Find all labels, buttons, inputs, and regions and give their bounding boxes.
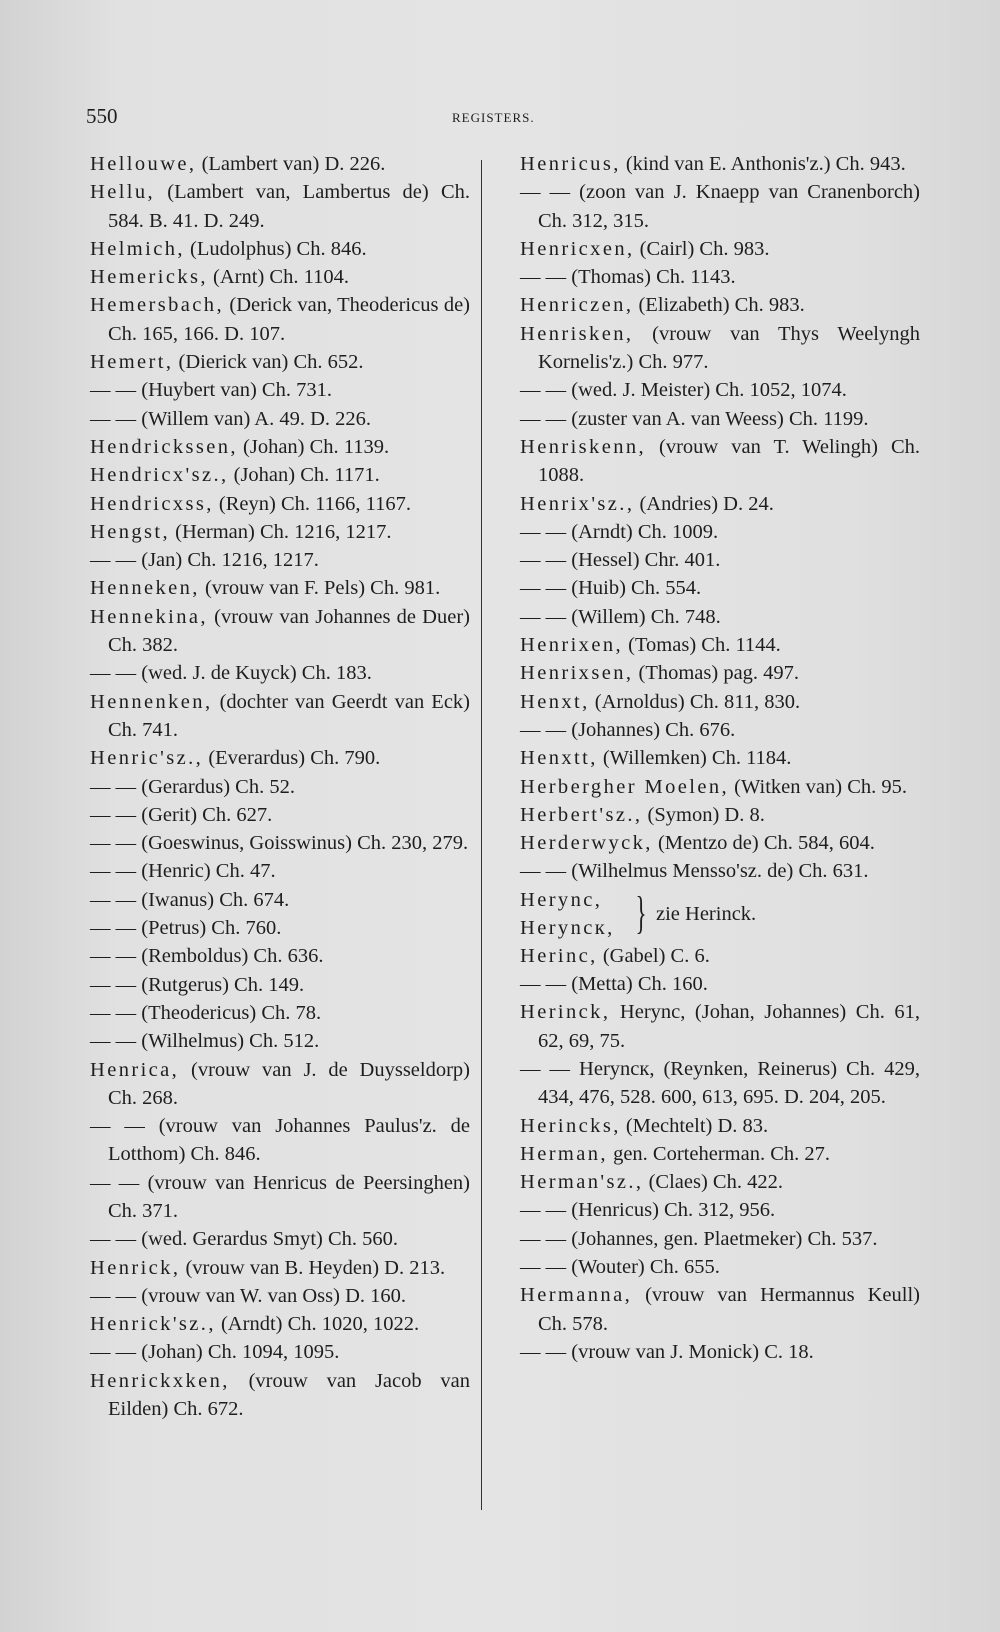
entry-headword: Henrica, [90,1058,180,1081]
index-entry [520,603,920,631]
entry-reference: (Arndt) Ch. 1020, 1022. [215,1313,420,1336]
entry-reference: (Everardus) Ch. 790. [203,747,381,770]
entry-reference: — — (Iwanus) Ch. 674. [90,888,290,911]
entry-reference: (kind van E. Anthonis'z.) Ch. 943. [620,153,906,175]
index-entry [90,263,470,291]
brace-names [520,886,615,943]
index-entry [90,1056,470,1113]
index-entry [520,716,920,744]
index-entry [520,1281,920,1338]
index-entry [90,1310,470,1338]
index-entry [90,574,470,602]
index-entry [90,433,470,461]
index-entry [90,291,470,348]
index-entry [520,1225,920,1253]
index-entry [90,546,470,574]
entry-reference: — — (wed. J. Meister) Ch. 1052, 1074. [520,379,847,402]
entry-headword: Henricus, [520,153,621,175]
index-entry [520,291,920,319]
entry-reference: (vrouw van F. Pels) Ch. 981. [199,577,441,600]
entry-reference: (Ludolphus) Ch. 846. [184,237,367,260]
page-number: 550 [86,104,118,128]
entry-reference: — — (Gerit) Ch. 627. [90,803,273,826]
entry-headword: Henriczen, [520,294,634,317]
entry-reference: — — (Hessel) Chr. 401. [520,549,721,572]
index-entry [520,235,920,263]
index-entry [90,1027,470,1055]
entry-reference: — — (Remboldus) Ch. 636. [90,945,324,968]
entry-headword: Henrickxken, [90,1369,230,1392]
index-entry [520,320,920,377]
entry-reference: — — (wed. Gerardus Smyt) Ch. 560. [90,1228,399,1251]
entry-reference: — — (vrouw van W. van Oss) D. 160. [90,1284,407,1307]
index-entry [90,773,470,801]
entry-reference: Herync, (Johan, Johannes) Ch. 61, 62, 69, 75. [538,1001,920,1052]
entry-headword: Henrick, [90,1256,181,1279]
index-entry [90,461,470,489]
entry-reference: (vrouw van T. Welingh) Ch. 1088. [538,435,920,487]
entry-reference: (Witken van) Ch. 95. [729,775,907,798]
entry-headword: Hemericks, [90,266,208,289]
entry-headword: Henriskenn, [520,435,647,458]
running-head: REGISTERS. [452,110,535,125]
entry-reference: (Herman) Ch. 1216, 1217. [170,520,392,543]
index-entry [520,574,920,602]
index-entry [520,688,920,716]
index-entry [520,1112,920,1140]
index-entry [90,235,470,263]
entry-reference: gen. Corteherman. Ch. 27. [607,1142,830,1165]
entry-reference: (Claes) Ch. 422. [643,1171,783,1194]
index-entry [520,659,920,687]
index-entry [520,376,920,404]
entry-headword: Henrick'sz., [90,1313,216,1336]
index-entry [90,376,470,404]
index-entry [90,1282,470,1310]
entry-headword: Helmich, [90,237,185,260]
entry-reference: (Mentzo de) Ch. 584, 604. [652,832,875,855]
index-entry [90,1338,470,1366]
entry-headword: Herbergher Moelen, [520,775,730,798]
entry-reference: — — (Huybert van) Ch. 731. [90,379,332,402]
index-entry [90,405,470,433]
entry-reference: — — (Huib) Ch. 554. [520,577,702,600]
entry-reference: (Willemken) Ch. 1184. [597,747,792,770]
entry-reference: — — (Arndt) Ch. 1009. [520,520,719,543]
cross-reference-brace [520,886,920,942]
entry-reference: (Tomas) Ch. 1144. [623,634,781,657]
entry-headword: Hendrickssen, [90,435,238,458]
entry-reference: (Thomas) pag. 497. [633,662,800,685]
index-entry [90,857,470,885]
index-entry [90,688,470,745]
left-column [90,150,470,1423]
entry-reference: — — (Wouter) Ch. 655. [520,1255,720,1278]
entry-headword: Henric'sz., [90,747,204,770]
index-entry [520,998,920,1055]
entry-headword: Herinc, [520,944,598,967]
index-entry [520,829,920,857]
entry-reference: — — (zuster van A. van Weess) Ch. 1199. [520,407,869,430]
index-entry [520,857,920,885]
entry-headword: Henxt, [520,690,590,713]
index-entry [520,518,920,546]
index-entry [90,999,470,1027]
entry-headword: Hemert, [90,351,174,374]
entry-reference: (Elizabeth) Ch. 983. [633,294,805,317]
entry-headword: Herinck, [520,1001,611,1024]
entry-reference: (Arnoldus) Ch. 811, 830. [589,690,801,713]
index-entry [520,405,920,433]
entry-reference: — — (Rutgerus) Ch. 149. [90,973,305,996]
entry-headword: Hermanna, [520,1284,633,1307]
entry-reference: — — (Willem) Ch. 748. [520,605,721,628]
index-entry [90,1225,470,1253]
right-column-part-b [520,942,920,1366]
entry-reference: (Johan) Ch. 1171. [228,464,380,487]
right-column [520,150,920,1366]
entry-headword: Herincks, [520,1114,621,1137]
brace-name-1: Herync, [520,888,603,911]
entry-reference: — — (Johannes, gen. Plaetmeker) Ch. 537. [520,1227,878,1250]
entry-reference: — — (Johan) Ch. 1094, 1095. [90,1341,340,1364]
entry-reference: — — (Gerardus) Ch. 52. [90,775,295,798]
entry-reference: — — (Thomas) Ch. 1143. [520,266,736,289]
entry-reference: (dochter van Geerdt van Eck) Ch. 741. [108,690,470,741]
entry-headword: Henrixen, [520,634,623,657]
index-entry [520,1055,920,1112]
entry-reference: (Derick van, Theodericus de) Ch. 165, 166. D. 107. [108,294,470,345]
entry-headword: Herman'sz., [520,1171,644,1194]
index-entry [90,603,470,660]
index-entry [520,433,920,490]
entry-reference: — — (vrouw van Johannes Paulus'z. de Lotthom) Ch. 846. [90,1115,470,1166]
brace-target: zie Herinck. [656,902,757,925]
entry-reference: (Arnt) Ch. 1104. [207,266,349,289]
index-entry [520,1196,920,1224]
index-entry [90,659,470,687]
index-entry [520,490,920,518]
index-entry [520,744,920,772]
entry-reference: — — Heryncк, (Reynken, Reinerus) Ch. 429, 434, 476, 528. 600, 613, 695. D. 204, 205. [520,1057,920,1109]
entry-reference: (vrouw van Thys Weelyngh Kornelis'z.) Ch. 977. [538,322,920,374]
entry-reference: — — (Wilhelmus) Ch. 512. [90,1030,320,1053]
entry-reference: (vrouw van B. Heyden) D. 213. [180,1256,446,1279]
brace-name-2: Heryncк, [520,917,615,940]
index-entry [90,1367,470,1424]
entry-reference: — — (Henric) Ch. 47. [90,860,276,883]
entry-headword: Henrixsen, [520,662,634,685]
index-entry [90,801,470,829]
entry-reference: — — (zoon van J. Knaepp van Cranenborch) Ch. 312, 315. [520,181,920,232]
index-entry [90,829,470,857]
entry-reference: — — (Johannes) Ch. 676. [520,718,736,741]
column-divider [481,160,482,1510]
index-entry [520,801,920,829]
entry-reference: (Symon) D. 8. [642,803,765,826]
entry-reference: (vrouw van J. de Duysseldorp) Ch. 268. [108,1058,470,1109]
index-entry [520,1338,920,1366]
entry-reference: (vrouw van Jacob van Eilden) Ch. 672. [108,1369,470,1421]
entry-reference: (vrouw van Johannes de Duer) Ch. 382. [108,605,470,657]
entry-headword: Henxtt, [520,747,598,770]
index-entry [90,178,470,235]
index-entry [90,150,470,178]
index-entry [90,348,470,376]
index-entry [90,971,470,999]
index-entry [90,1254,470,1282]
entry-reference: — — (Petrus) Ch. 760. [90,917,282,940]
entry-reference: — — (Metta) Ch. 160. [520,973,708,996]
entry-reference: (Andries) D. 24. [634,492,774,515]
entry-reference: (Johan) Ch. 1139. [237,435,390,458]
entry-reference: (Dierick van) Ch. 652. [173,351,364,374]
index-entry [90,518,470,546]
index-entry [520,1168,920,1196]
index-entry [520,631,920,659]
entry-reference: — — (Goeswinus, Goisswinus) Ch. 230, 279. [90,832,469,855]
curly-brace-icon: } [635,886,647,938]
index-entry [90,744,470,772]
entry-headword: Hemersbach, [90,294,224,317]
index-entry [90,1169,470,1226]
entry-headword: Herman, [520,1142,608,1165]
index-entry [520,773,920,801]
entry-headword: Henrix'sz., [520,492,635,515]
entry-reference: (Reyn) Ch. 1166, 1167. [213,492,411,515]
entry-reference: — — (vrouw van J. Monick) C. 18. [520,1340,814,1363]
entry-reference: (Gabel) C. 6. [597,944,710,967]
entry-headword: Hendricx'sz., [90,464,229,487]
index-entry [90,942,470,970]
entry-headword: Hendricxss, [90,492,214,515]
entry-reference: — — (Wilhelmus Mensso'sz. de) Ch. 631. [520,860,869,883]
index-entry [520,1140,920,1168]
index-entry [520,942,920,970]
entry-reference: — — (vrouw van Henricus de Peersinghen) Ch. 371. [90,1171,470,1222]
entry-reference: — — (Henricus) Ch. 312, 956. [520,1199,776,1222]
right-column-part-a [520,150,920,886]
entry-headword: Henricxen, [520,237,635,260]
entry-headword: Henneken, [90,577,200,600]
entry-reference: — — (Jan) Ch. 1216, 1217. [90,549,319,572]
index-entry [520,150,920,178]
entry-headword: Herbert'sz., [520,803,643,826]
index-entry [520,178,920,235]
entry-headword: Hellu, [90,181,156,204]
index-entry [90,886,470,914]
entry-headword: Herderwyck, [520,832,653,855]
entry-reference: — — (Theodericus) Ch. 78. [90,1001,322,1024]
index-entry [90,914,470,942]
index-entry [520,546,920,574]
entry-headword: Hennenken, [90,690,213,713]
entry-reference: (Cairl) Ch. 983. [634,237,770,260]
index-entry [520,970,920,998]
entry-reference: (Mechtelt) D. 83. [620,1114,769,1137]
entry-reference: (Lambert van, Lambertus de) Ch. 584. B. 41. D. 249. [108,181,470,232]
index-entry [520,1253,920,1281]
entry-reference: — — (Willem van) A. 49. D. 226. [90,407,372,430]
index-entry [90,1112,470,1169]
entry-headword: Hellouwe, [90,153,197,175]
entry-reference: (vrouw van Hermannus Keull) Ch. 578. [538,1284,920,1335]
entry-reference: — — (wed. J. de Kuyck) Ch. 183. [90,662,372,685]
index-entry [90,490,470,518]
index-entry [520,263,920,291]
entry-headword: Henrisken, [520,322,634,345]
entry-reference: (Lambert van) D. 226. [196,153,386,175]
entry-headword: Hengst, [90,520,171,543]
entry-headword: Hennekina, [90,605,208,628]
